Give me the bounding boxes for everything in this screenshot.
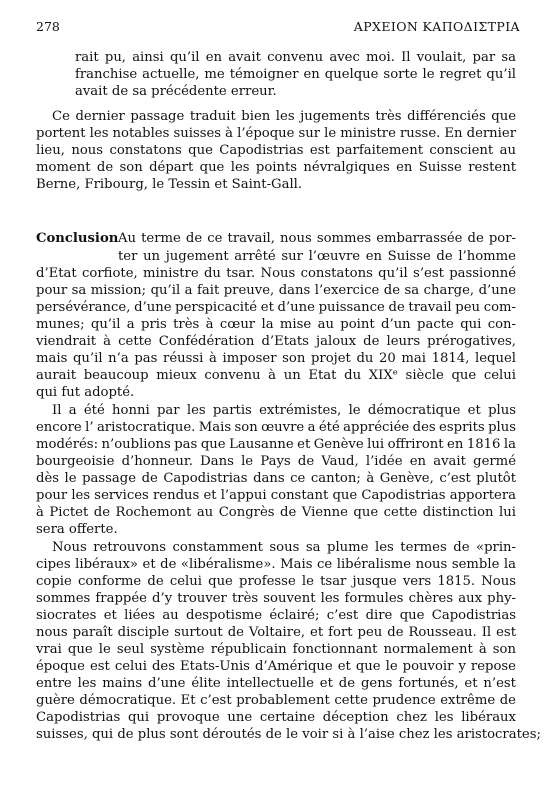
running-title: ΑΡΧΕΙΟΝ ΚΑΠΟΔΙΣΤΡΙΑ	[353, 19, 520, 34]
paragraph-line: bourgeoisie d’honneur. Dans le Pays de Vaud, l’idée en avait germé	[36, 454, 516, 469]
paragraph-line: encore l’ aristocratique. Mais son œuvre a été appréciée des esprits plus	[36, 420, 516, 435]
paragraph-line: vrai que le seul système républicain fonctionnant normalement à son	[36, 642, 516, 657]
paragraph-line: Ce dernier passage traduit bien les jugements très différenciés que	[52, 109, 516, 124]
paragraph-line: viendrait à cette Confédération d’Etats jaloux de leurs prérogatives,	[36, 334, 516, 349]
quote-line: rait pu, ainsi qu’il en avait convenu avec moi. Il voulait, par sa	[75, 50, 516, 65]
paragraph-line: pour sa mission; qu’il a fait preuve, dans l’exercice de sa charge, d’une	[36, 283, 516, 298]
paragraph-line: modérés: n’oublions pas que Lausanne et Genève lui offriront en 1816 la	[36, 437, 516, 452]
paragraph-line: dès le passage de Capodistrias dans ce canton; à Genève, c’est plutôt	[36, 471, 516, 486]
paragraph-line: cipes libéraux» et de «libéralisme». Mais ce libéralisme nous semble la	[36, 557, 516, 572]
quote-line: franchise actuelle, me témoigner en quelque sorte le regret qu’il	[75, 67, 516, 82]
paragraph-line: ter un jugement arrêté sur l’œuvre en Suisse de l’homme	[118, 249, 516, 264]
paragraph-line: mais qu’il n’a pas réussi à imposer son projet du 20 mai 1814, lequel	[36, 351, 516, 366]
paragraph-line: Nous retrouvons constamment sous sa plume les termes de «prin-	[52, 540, 516, 555]
paragraph-line: d’Etat corfiote, ministre du tsar. Nous constatons qu’il s’est passionné	[36, 266, 516, 281]
paragraph-line: Capodistrias qui provoque une certaine déception chez les libéraux	[36, 710, 516, 725]
paragraph-line: guère démocratique. Et c’est probablement cette prudence extrême de	[36, 693, 516, 708]
paragraph-line: Berne, Fribourg, le Tessin et Saint-Gall.	[36, 177, 303, 192]
page-number: 278	[36, 19, 60, 34]
paragraph-line: aurait beaucoup mieux convenu à un Etat du XIXᵉ siècle que celui	[36, 368, 516, 383]
paragraph-line: Au terme de ce travail, nous sommes embarrassée de por-	[118, 231, 516, 246]
paragraph-line: sommes frappée d’y trouver très souvent les formules chères aux phy-	[36, 591, 516, 606]
paragraph-line: époque est celui des Etats-Unis d’Amérique et que le pouvoir y repose	[36, 659, 516, 674]
paragraph-line: nous paraît disciple surtout de Voltaire, et fort peu de Rousseau. Il est	[36, 625, 516, 640]
paragraph-line: qui fut adopté.	[36, 385, 135, 400]
quote-line: avait de sa précédente erreur.	[75, 84, 277, 99]
paragraph-line: lieu, nous constatons que Capodistrias est parfaitement conscient au	[36, 143, 516, 158]
paragraph-line: portent les notables suisses à l’époque sur le ministre russe. En dernier	[36, 126, 516, 141]
paragraph-line: siocrates et liées au despotisme éclairé; c’est dire que Capodistrias	[36, 608, 516, 623]
paragraph-line: munes; qu’il a pris très à cœur la mise au point d’un pacte qui con-	[36, 317, 516, 332]
paragraph-line: Il a été honni par les partis extrémistes, le démocratique et plus	[52, 403, 516, 418]
paragraph-line: pour les services rendus et l’appui constant que Capodistrias apportera	[36, 488, 516, 503]
page-header	[36, 19, 520, 39]
paragraph-line: moment de son départ que les points névralgiques en Suisse restent	[36, 160, 516, 175]
paragraph-line: à Pictet de Rochemont au Congrès de Vienne que cette distinction lui	[36, 505, 516, 520]
section-label: Conclusion	[36, 231, 119, 246]
paragraph-line: persévérance, d’une perspicacité et d’une puissance de travail peu com-	[36, 300, 516, 315]
paragraph-line: copie conforme de celui que professe le tsar jusque vers 1815. Nous	[36, 574, 516, 589]
paragraph-line: sera offerte.	[36, 522, 118, 537]
paragraph-line: entre les mains d’une élite intellectuelle et de gens fortunés, et n’est	[36, 676, 516, 691]
paragraph-line: suisses, qui de plus sont déroutés de le voir si à l’aise chez les aristocrates;	[36, 727, 541, 742]
